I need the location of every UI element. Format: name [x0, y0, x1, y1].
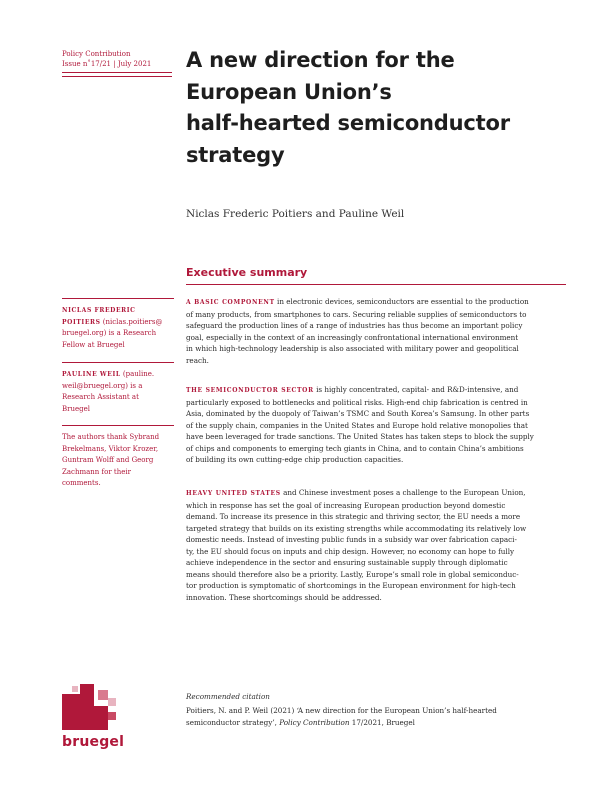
author-bio-line: Fellow at Bruegel [62, 340, 125, 349]
author-bio-line: Bruegel [62, 404, 91, 413]
thanks-line: Brekelmans, Viktor Krozer, [62, 444, 159, 453]
author-bio-line: Research Assistant at [62, 393, 139, 401]
title-line: half-hearted semiconductor [186, 111, 510, 135]
paragraph-lead: A BASIC COMPONENT [186, 299, 275, 306]
document-title [186, 45, 566, 171]
sidebar-author-2 [62, 369, 174, 415]
paragraph-line: Asia, dominated by the duopoly of Taiwan’s TSMC and South Korea’s Samsung. In other parts [186, 409, 530, 418]
thanks-line: Zachmann for their [62, 467, 131, 476]
paragraph-line: achieve independence in the sector and ensuring sustainable supply through diplomatic [186, 558, 508, 567]
paragraph-text: is highly concentrated, capital- and R&D-intensive, and [313, 385, 519, 394]
issue-info [62, 49, 172, 77]
authors: Niclas Frederic Poitiers and Pauline Weil [186, 208, 405, 220]
author-name: PAULINE WEIL [62, 371, 121, 378]
citation-text [186, 705, 564, 728]
paragraph-line: of building its own cutting-edge chip production capacities. [186, 455, 404, 464]
title-line: European Union’s [186, 79, 392, 104]
sidebar-author-1 [62, 305, 174, 351]
sidebar-divider [62, 298, 174, 299]
paragraph-text: in electronic devices, semiconductors are essential to the production [274, 297, 529, 306]
heading-divider [186, 284, 566, 285]
author-email[interactable]: (pauline. [122, 370, 155, 378]
paragraph-lead: HEAVY UNITED STATES [186, 490, 281, 497]
title-line: A new direction for the [186, 48, 455, 72]
issue-number: Issue n˚17/21 | July 2021 [62, 60, 152, 68]
paragraph-line: innovation. These shortcomings should be addressed. [186, 592, 382, 602]
citation-series: Policy Contribution [279, 717, 350, 727]
thanks-line: comments. [62, 479, 101, 487]
sidebar-thanks [62, 432, 174, 490]
citation-line: Poitiers, N. and P. Weil (2021) ‘A new direction for the European Union’s half-hearted [186, 706, 497, 715]
thanks-line: Guntram Wolff and Georg [62, 456, 154, 464]
thanks-line: The authors thank Sybrand [62, 433, 160, 441]
paragraph-line: of the supply chain, companies in the United States and Europe hold relative monopolies that [186, 420, 528, 430]
paragraph-line: ty, the EU should focus on inputs and chip design. However, no economy can hope to fully [186, 546, 515, 556]
paragraph-line: of chips and components to emerging tech giants in China, and to contain China’s ambitions [186, 443, 524, 453]
paragraph-line: which in response has set the goal of increasing European production beyond domestic [186, 500, 506, 510]
paragraph-line: reach. [186, 355, 209, 365]
paragraph-line: particularly exposed to bottlenecks and political risks. High-end chip fabrication is centred in [186, 397, 528, 407]
sidebar-divider [62, 362, 174, 363]
paragraph-line: domestic needs. Instead of investing public funds in a subsidy war over fabrication capaci- [186, 535, 517, 544]
citation-part: 17/2021, Bruegel [349, 717, 415, 727]
paragraph-line: targeted strategy that builds on its existing strengths while accommodating its relatively low [186, 523, 527, 533]
paragraph-line: demand. To increase its presence in this strategic and thriving sector, the EU needs a more [186, 512, 521, 521]
summary-paragraph-1 [186, 296, 564, 366]
issue-divider [62, 72, 172, 73]
paragraph-line: tor production is symptomatic of shortcomings in the European environment for high-tech [186, 581, 516, 590]
summary-paragraph-2 [186, 384, 564, 466]
citation-part: semiconductor strategy’, [186, 717, 280, 727]
paragraph-line: means should therefore also be a priority. Lastly, Europe’s small role in global semiconduc- [186, 569, 519, 579]
author-bio-line: weil@bruegel.org) is a [62, 381, 143, 390]
sidebar-divider [62, 425, 174, 426]
citation-label: Recommended citation [186, 692, 270, 701]
logo-wordmark: bruegel [62, 734, 125, 750]
author-name: NICLAS FREDERIC [62, 307, 136, 314]
paragraph-text: and Chinese investment poses a challenge to the European Union, [280, 488, 526, 497]
paragraph-lead: THE SEMICONDUCTOR SECTOR [186, 387, 314, 394]
paragraph-line: goal, especially in the context of an increasingly confrontational international environment [186, 332, 519, 342]
author-bio-line: bruegel.org) is a Research [62, 329, 157, 337]
executive-summary-heading: Executive summary [186, 266, 308, 279]
title-line: strategy [186, 142, 285, 167]
paragraph-line: of many products, from smartphones to cars. Securing reliable supplies of semiconductors to [186, 309, 527, 319]
summary-paragraph-3 [186, 487, 564, 603]
paragraph-line: safeguard the production lines of a range of industries has thus become an important policy [186, 321, 523, 330]
author-email[interactable]: (niclas.poitiers@ [102, 317, 163, 326]
author-name: POITIERS [62, 318, 101, 326]
paragraph-line: have been leveraged for trade sanctions. The United States has taken steps to block the supply [186, 432, 534, 441]
paragraph-line: in which high-technology leadership is also associated with military power and geopolitical [186, 344, 519, 353]
series-label: Policy Contribution [62, 50, 131, 58]
bruegel-logo-icon [62, 680, 122, 730]
issue-divider-2 [62, 76, 172, 77]
